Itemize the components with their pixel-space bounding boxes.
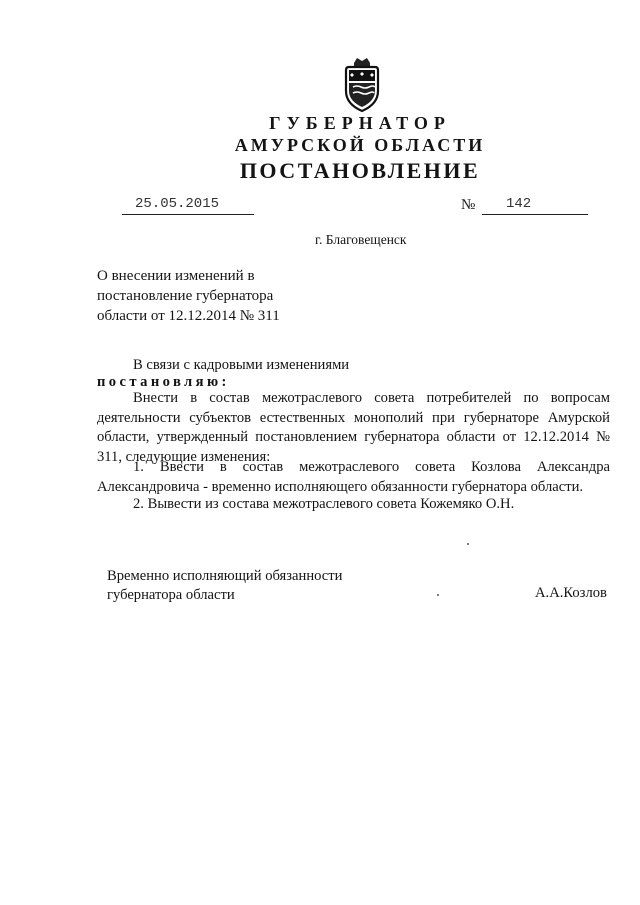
scan-speck <box>437 594 439 596</box>
subject-line: О внесении изменений в <box>97 268 255 284</box>
number-underline <box>482 214 588 215</box>
number-sign: № <box>461 197 476 213</box>
scan-speck <box>467 543 469 545</box>
document-type-title: ПОСТАНОВЛЕНИЕ <box>239 158 481 183</box>
document-city: г. Благовещенск <box>315 232 407 247</box>
body-paragraph: Внести в состав межотраслевого совета потребителей по вопросам деятельности субъектов естественных монополий при губернаторе Амурской области, утвержденный постановлением губернатора области от 12.12.2014 № 311, следующие изменения: <box>97 390 610 465</box>
subject-line: области от 12.12.2014 № 311 <box>97 308 280 324</box>
header-title-region: АМУРСКОЙ ОБЛАСТИ <box>234 135 486 155</box>
list-item: 2. Вывести из состава межотраслевого совета Кожемяко О.Н. <box>133 496 515 512</box>
header-title-governor: ГУБЕРНАТОР <box>269 113 451 133</box>
signature-position-line: Временно исполняющий обязанности <box>107 568 343 584</box>
signature-position-line: губернатора области <box>107 587 235 603</box>
body-intro: В связи с кадровыми изменениями <box>133 357 350 373</box>
subject-line: постановление губернатора <box>97 288 274 304</box>
document-subject <box>97 266 280 326</box>
signature-position <box>107 567 342 605</box>
amur-oblast-coat-of-arms-icon <box>340 57 384 113</box>
decree-word: постановляю: <box>97 374 230 390</box>
date-underline <box>122 214 254 215</box>
document-date: 25.05.2015 <box>135 196 220 212</box>
list-item: 1. Ввести в состав межотраслевого совета Козлова Александра Александровича - временно исполняющего обязанности губернатора области. <box>97 459 610 495</box>
document-number: 142 <box>506 196 532 212</box>
signature-name: А.А.Козлов <box>535 585 607 601</box>
